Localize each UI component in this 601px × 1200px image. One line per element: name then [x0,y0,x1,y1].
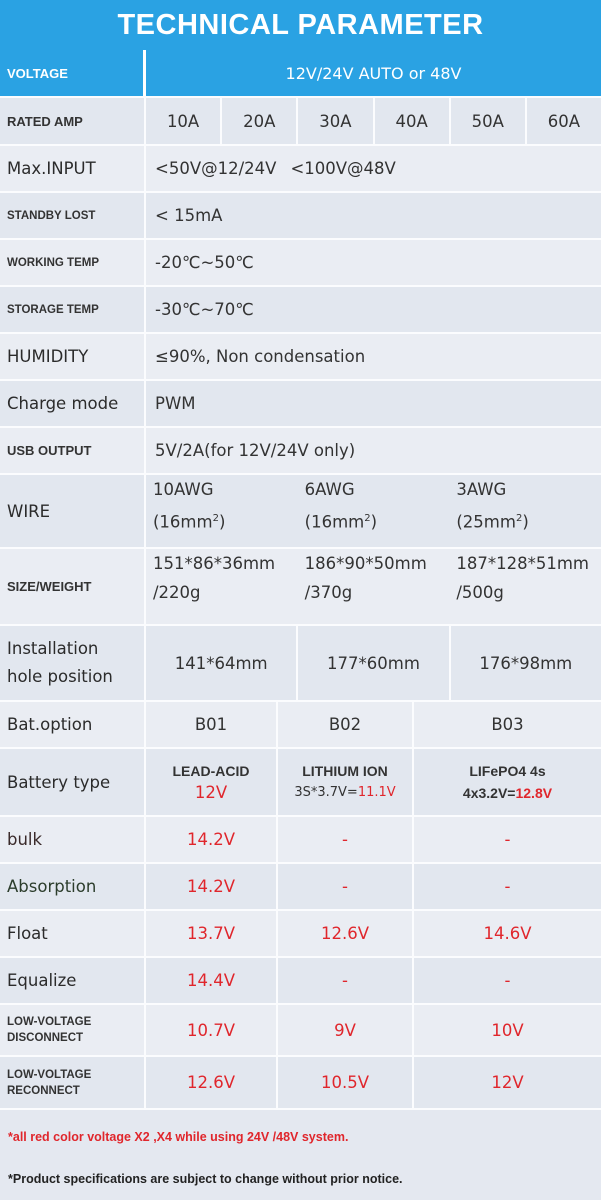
bulk-b01: 14.2V [186,830,236,849]
max-input-value: <50V@12/24V <100V@48V [155,159,396,178]
bat-option-b01: B01 [194,715,228,734]
wire-row [0,475,601,549]
amp-30a: 30A [296,98,372,144]
install-hole-label: Installation hole position [0,626,146,700]
equalize-b03: - [412,958,601,1003]
amp-10a: 10A [166,111,200,131]
max-input-row [0,146,601,193]
size-weight-b01: 151*86*36mm /220g [153,554,276,602]
size-weight-row [0,549,601,626]
absorption-b02: - [276,864,412,909]
wire-b02: 6AWG $(16mm^2)$ [304,480,378,532]
size-weight-b03: 187*128*51mm /500g [456,554,589,602]
bat-option-row [0,702,601,749]
battery-type-b02: LITHIUM ION 3S*3.7V=11.1V [276,749,412,815]
battery-type-b01: LEAD-ACID 12V [172,763,250,802]
spec-change-note: *Product specifications are subject to change without prior notice. [8,1172,403,1186]
absorption-b03: - [412,864,601,909]
humidity-label: HUMIDITY [0,334,146,379]
absorption-label: Absorption [0,864,146,909]
lvr-b01: 12.6V [186,1073,236,1092]
amp-60a: 60A [525,98,601,144]
install-b01: 141*64mm [174,653,268,673]
bat-option-label: Bat.option [0,702,146,747]
size-weight-b02: 186*90*50mm /370g [304,554,427,602]
amp-40a: 40A [373,98,449,144]
float-label: Float [0,911,146,956]
red-voltage-note: *all red color voltage X2 ,X4 while using 24V /48V system. [8,1130,349,1144]
equalize-b01: 14.4V [186,971,236,990]
wire-label: WIRE [0,475,146,547]
amp-50a: 50A [449,98,525,144]
standby-row [0,193,601,240]
battery-type-b03: LIFePO4 4s 4x3.2V=12.8V [412,749,601,815]
install-b03: 176*98mm [449,626,601,700]
bat-option-b02: B02 [276,702,412,747]
standby-label: STANDBY LOST [0,193,146,238]
equalize-b02: - [276,958,412,1003]
working-temp-value: -20℃~50℃ [155,253,254,272]
wire-b03: 3AWG $(25mm^2)$ [456,480,529,532]
absorption-b01: 14.2V [186,877,236,896]
absorption-row [0,864,601,911]
storage-temp-row [0,287,601,334]
bat-option-b03: B03 [412,702,601,747]
lvr-b03: 12V [412,1057,601,1108]
storage-temp-label: STORAGE TEMP [0,287,146,332]
storage-temp-value: -30℃~70℃ [155,300,254,319]
wire-b01: 10AWG $(16mm^2)$ [153,480,226,532]
voltage-value: 12V/24V AUTO or 48V [146,50,601,96]
charge-mode-row [0,381,601,428]
lvr-row [0,1057,601,1110]
equalize-row [0,958,601,1005]
lvr-b02: 10.5V [276,1057,412,1108]
usb-output-value: 5V/2A(for 12V/24V only) [155,441,356,460]
battery-type-label: Battery type [0,749,146,815]
install-b02: 177*60mm [296,626,448,700]
working-temp-row [0,240,601,287]
notes-panel [0,1110,601,1200]
lvr-label: LOW-VOLTAGE RECONNECT [0,1057,146,1108]
float-b03: 14.6V [412,911,601,956]
charge-mode-value: PWM [155,394,196,413]
install-hole-row [0,626,601,702]
bulk-b03: - [412,817,601,862]
amp-20a: 20A [220,98,296,144]
battery-type-row [0,749,601,817]
float-b02: 12.6V [276,911,412,956]
standby-value: < 15mA [155,206,223,225]
rated-amp-row [0,98,601,146]
float-row [0,911,601,958]
sheet-title: TECHNICAL PARAMETER [0,0,601,50]
rated-amp-label: RATED AMP [0,98,146,144]
float-b01: 13.7V [186,924,236,943]
size-weight-label: SIZE/WEIGHT [0,549,146,624]
voltage-row [0,50,601,98]
bulk-row [0,817,601,864]
humidity-row [0,334,601,381]
equalize-label: Equalize [0,958,146,1003]
working-temp-label: WORKING TEMP [0,240,146,285]
bulk-b02: - [276,817,412,862]
lvd-b03: 10V [412,1005,601,1055]
voltage-label: VOLTAGE [0,50,146,96]
charge-mode-label: Charge mode [0,381,146,426]
bulk-label: bulk [0,817,146,862]
lvd-row [0,1005,601,1057]
lvd-label: LOW-VOLTAGE DISCONNECT [0,1005,146,1055]
usb-output-row [0,428,601,475]
max-input-label: Max.INPUT [0,146,146,191]
lvd-b01: 10.7V [186,1020,236,1040]
humidity-value: ≤90%, Non condensation [155,347,366,366]
lvd-b02: 9V [276,1005,412,1055]
usb-output-label: USB OUTPUT [0,428,146,473]
